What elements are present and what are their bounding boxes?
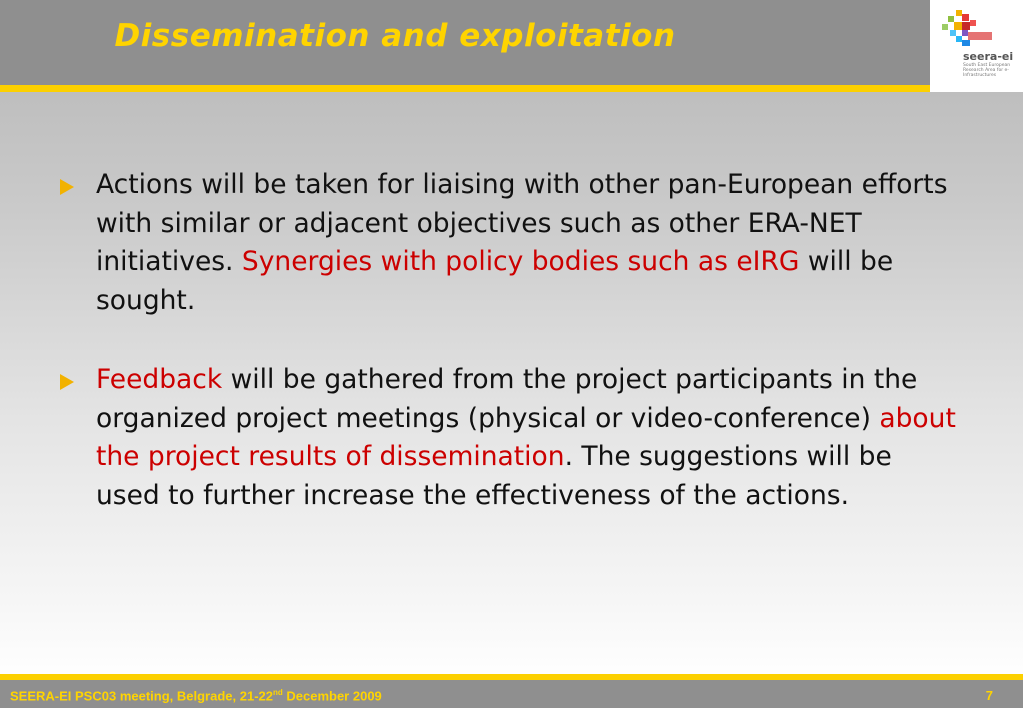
slide-body <box>60 166 960 515</box>
page-number: 7 <box>985 688 993 703</box>
bullet-item <box>60 361 960 515</box>
bullet-arrow-icon <box>60 374 74 390</box>
footer-bar <box>0 680 1023 708</box>
bullet-text: Actions will be taken for liaising with other pan-European efforts with similar or adjacent objectives such as other ERA-NET initiatives. <box>96 169 948 277</box>
footer-caption <box>10 688 382 703</box>
bullet-text: . The suggestions will be used to further increase the effectiveness of the actions. <box>96 441 892 511</box>
bullet-highlight: about the project results of dissemination <box>96 402 956 472</box>
logo-name: seera-ei <box>963 50 1014 63</box>
bullet-highlight: Synergies with policy bodies such as eIRG <box>241 246 800 277</box>
bullet-text: will be gathered from the project participants in the organized project meetings (physical or video-conference) <box>96 364 918 434</box>
footer-text-date: December 2009 <box>282 688 382 704</box>
slide-title-text: Dissemination and exploitation <box>114 18 676 54</box>
footer-text-main: SEERA-EI PSC03 meeting, Belgrade, 21-22 <box>10 688 273 704</box>
header-accent-line <box>0 85 1023 92</box>
seera-ei-logo-icon <box>942 10 1002 48</box>
bullet-item <box>60 166 960 320</box>
footer-superscript: nd <box>272 688 283 697</box>
logo-tagline: South East European Research Area for e-Infrastructures <box>963 63 1011 78</box>
title-bar <box>0 0 930 85</box>
bullet-text: will be sought. <box>96 246 894 316</box>
slide-title <box>0 18 930 54</box>
bullet-highlight: Feedback <box>96 364 223 395</box>
logo <box>930 0 1023 92</box>
bullet-arrow-icon <box>60 179 74 195</box>
